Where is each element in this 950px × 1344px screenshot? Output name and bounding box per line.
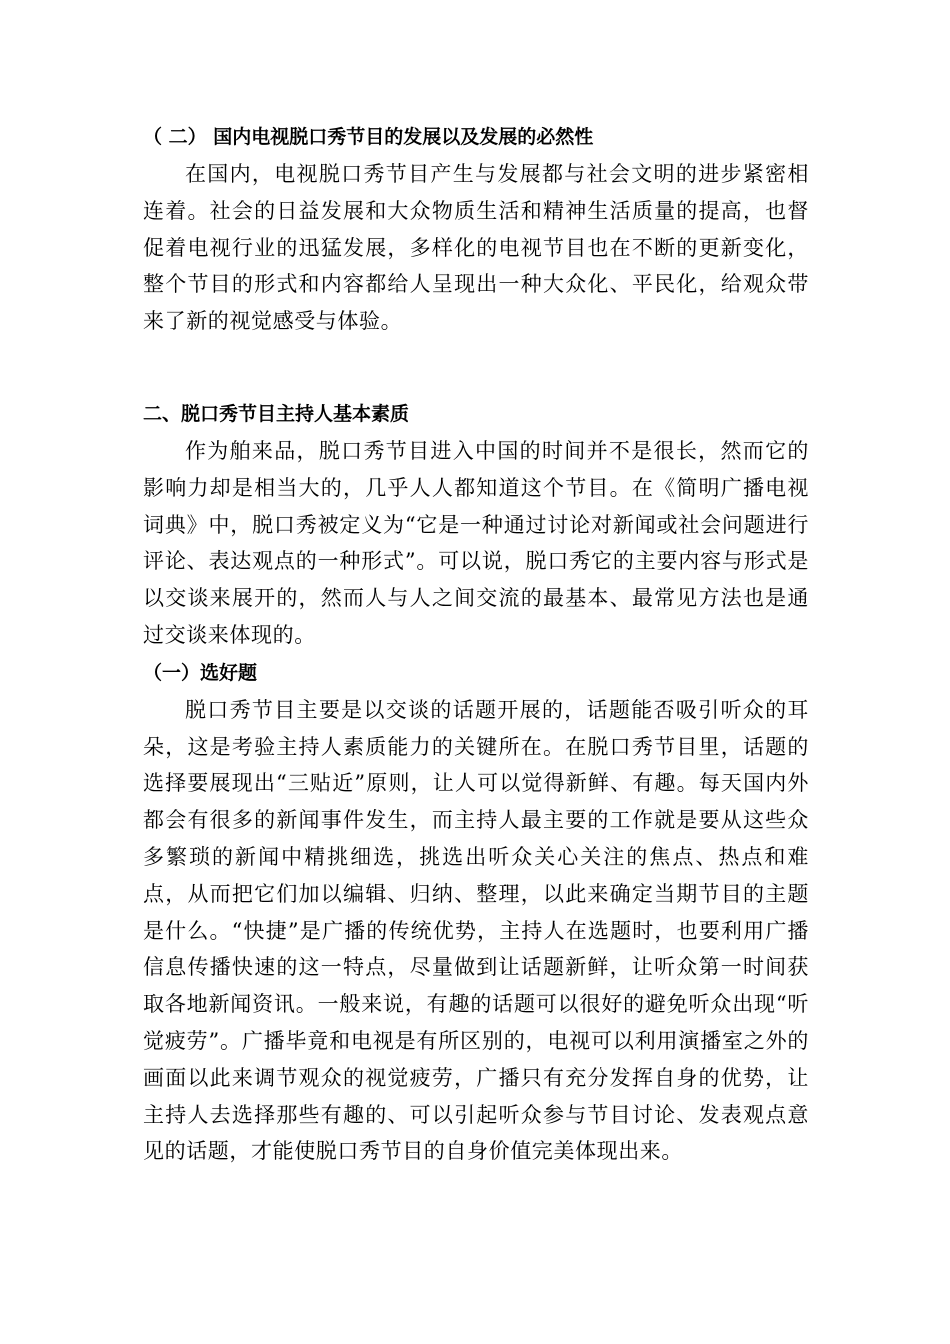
section-gap [143, 340, 809, 395]
chapter-paragraph-2: 作为舶来品，脱口秀节目进入中国的时间并不是很长，然而它的影响力却是相当大的，几乎人人都知道这个节目。在《简明广播电视词典》中，脱口秀被定义为“它是一种通过讨论对新闻或社会问题进行评论、表达观点的一种形式”。可以说，脱口秀它的主要内容与形式是以交谈来展开的，然而人与人之间交流的最基本、最常见方法也是通过交谈来体现的。 [143, 438, 809, 647]
section-paragraph-2-1: 脱口秀节目主要是以交谈的话题开展的，话题能否吸引听众的耳朵，这是考验主持人素质能力的关键所在。在脱口秀节目里，话题的选择要展现出“三贴近”原则，让人可以觉得新鲜、有趣。每天国内外都会有很多的新闻事件发生，而主持人最主要的工作就是要从这些众多繁琐的新闻中精挑细选，挑选出听众关心关注的焦点、热点和难点，从而把它们加以编辑、归纳、整理，以此来确定当期节目的主题是什么。“快捷”是广播的传统优势，主持人在选题时，也要利用广播信息传播快速的这一特点，尽量做到让话题新鲜，让听众第一时间获取各地新闻资讯。一般来说，有趣的话题可以很好的避免听众出现“听觉疲劳”。广播毕竟和电视是有所区别的，电视可以利用演播室之外的画面以此来调节观众的视觉疲劳，广播只有充分发挥自身的优势，让主持人去选择那些有趣的、可以引起听众参与节目讨论、发表观点意见的话题，才能使脱口秀节目的自身价值完美体现出来。 [143, 697, 809, 1164]
section-heading-2-2: （ 二） 国内电视脱口秀节目的发展以及发展的必然性 [143, 126, 594, 148]
document-body [143, 118, 809, 1170]
section-paragraph-2-2: 在国内，电视脱口秀节目产生与发展都与社会文明的进步紧密相连着。社会的日益发展和大众物质生活和精神生活质量的提高，也督促着电视行业的迅猛发展，多样化的电视节目也在不断的更新变化，整个节目的形式和内容都给人呈现出一种大众化、平民化，给观众带来了新的视觉感受与体验。 [143, 162, 809, 334]
section-heading-2-1: （一）选好题 [143, 661, 258, 684]
chapter-heading-2: 二、脱口秀节目主持人基本素质 [143, 402, 410, 425]
